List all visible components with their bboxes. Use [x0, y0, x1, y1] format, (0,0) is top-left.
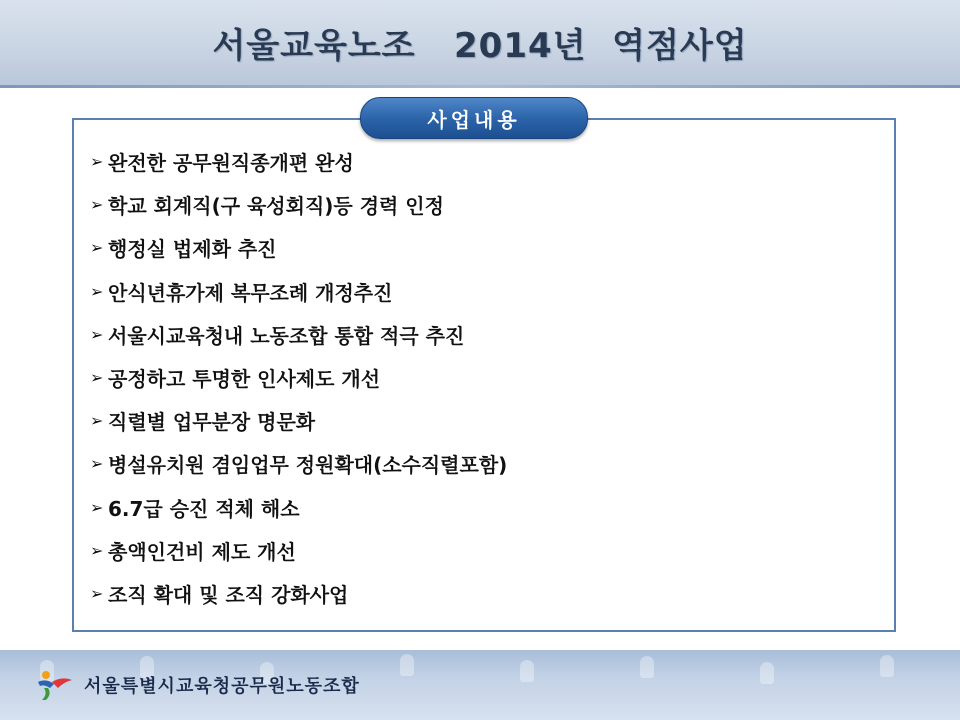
arrow-bullet-icon: ➢: [90, 238, 104, 258]
arrow-bullet-icon: ➢: [90, 583, 104, 603]
list-item: [90, 183, 880, 226]
list-item: [90, 313, 880, 356]
crowd-figure-decoration: [520, 660, 534, 682]
list-item: [90, 356, 880, 399]
arrow-bullet-icon: ➢: [90, 324, 104, 344]
arrow-bullet-icon: ➢: [90, 497, 104, 517]
section-label: 사업내용: [360, 97, 588, 139]
item-text: 학교 회계직(구 육성회직)등 경력 인정: [108, 194, 444, 219]
item-text: 행정실 법제화 추진: [108, 237, 277, 262]
list-item: [90, 226, 880, 269]
union-logo-icon: [34, 668, 78, 702]
list-item: [90, 486, 880, 529]
arrow-bullet-icon: ➢: [90, 281, 104, 301]
item-text: 서울시교육청내 노동조합 통합 적극 추진: [108, 323, 465, 348]
arrow-bullet-icon: ➢: [90, 195, 104, 215]
crowd-figure-decoration: [640, 656, 654, 678]
list-item: [90, 399, 880, 442]
item-text: 총액인건비 제도 개선: [108, 539, 296, 564]
item-text: 조직 확대 및 조직 강화사업: [108, 582, 349, 607]
item-list: [90, 140, 880, 615]
item-text: 완전한 공무원직종개편 완성: [108, 151, 354, 176]
list-item: [90, 529, 880, 572]
crowd-figure-decoration: [880, 655, 894, 677]
item-text: 공정하고 투명한 인사제도 개선: [108, 367, 381, 392]
item-text: 6.7급 승진 적체 해소: [108, 496, 300, 521]
arrow-bullet-icon: ➢: [90, 152, 104, 172]
list-item: [90, 270, 880, 313]
item-text: 안식년휴가제 복무조례 개정추진: [108, 280, 393, 305]
item-text: 직렬별 업무분장 명문화: [108, 410, 316, 435]
item-text: 병설유치원 겸임업무 정원확대(소수직렬포함): [108, 453, 508, 478]
arrow-bullet-icon: ➢: [90, 368, 104, 388]
arrow-bullet-icon: ➢: [90, 411, 104, 431]
list-item: [90, 442, 880, 485]
slide-title: 서울교육노조 2014년 역점사업: [212, 26, 748, 66]
crowd-figure-decoration: [760, 662, 774, 684]
organization-name: 서울특별시교육청공무원노동조합: [84, 676, 360, 697]
arrow-bullet-icon: ➢: [90, 540, 104, 560]
arrow-bullet-icon: ➢: [90, 454, 104, 474]
crowd-figure-decoration: [400, 654, 414, 676]
list-item: [90, 140, 880, 183]
list-item: [90, 572, 880, 615]
